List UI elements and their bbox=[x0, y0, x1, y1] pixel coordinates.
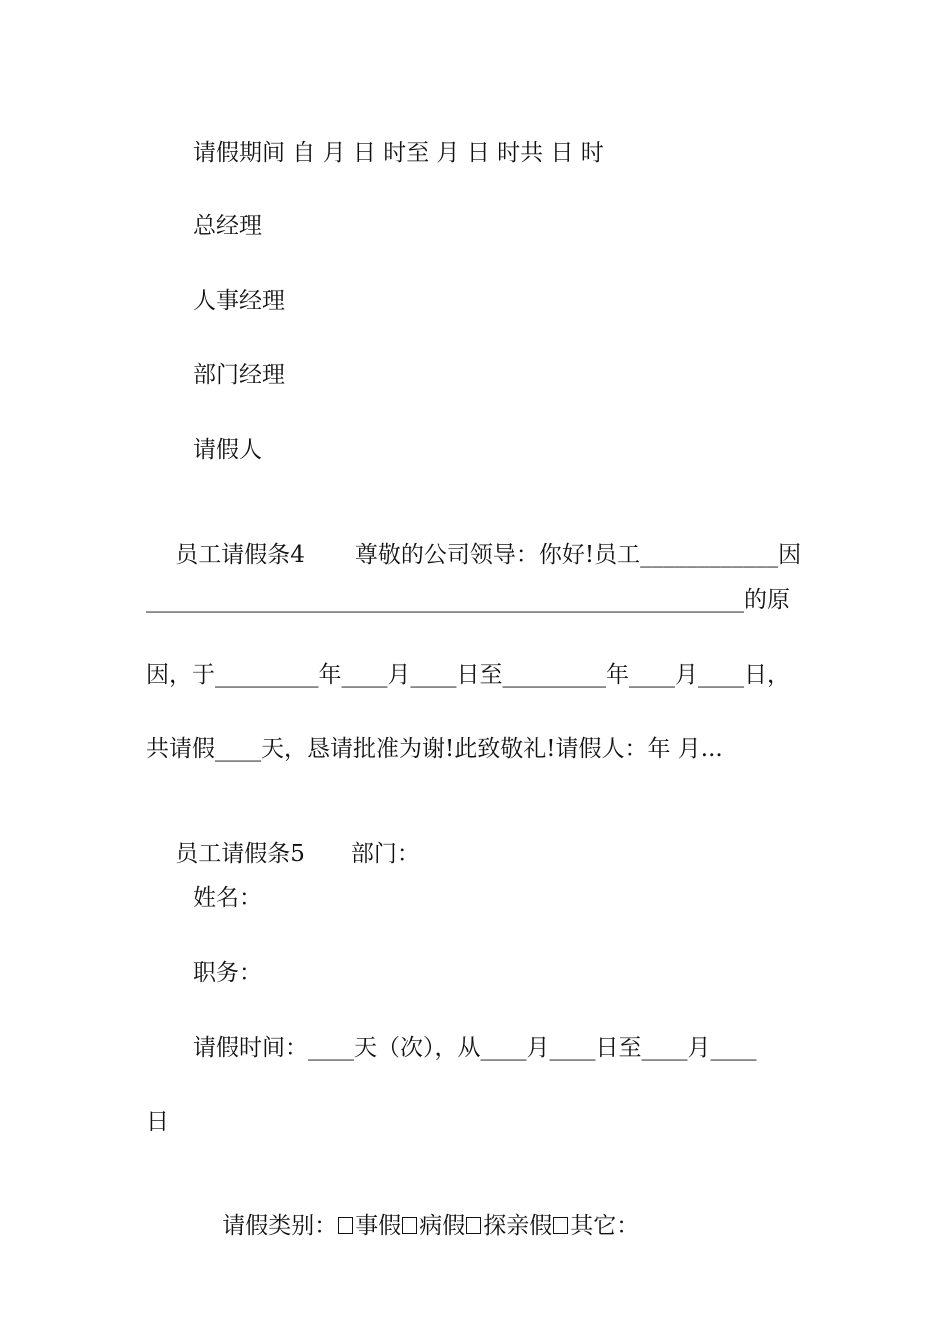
leave-note-5-line bbox=[146, 809, 420, 899]
position-label: 职务： bbox=[193, 960, 262, 986]
sick-leave-label: 病假 bbox=[419, 1213, 466, 1239]
leave-type-line bbox=[193, 1181, 639, 1271]
name-label: 姓名： bbox=[193, 885, 262, 911]
leave-note-5-heading: 员工请假条5 bbox=[175, 841, 305, 867]
family-visit-leave-checkbox[interactable] bbox=[466, 1217, 481, 1234]
reason-blank-line: ____________________________________________________的原 bbox=[146, 587, 790, 613]
leave-note-4-heading: 员工请假条4 bbox=[175, 542, 305, 568]
leave-note-4-salutation: 尊敬的公司领导：你好!员工____________因 bbox=[354, 542, 802, 568]
leave-period-line: 请假期间 自 月 日 时至 月 日 时共 日 时 bbox=[193, 140, 604, 166]
sick-leave-checkbox[interactable] bbox=[402, 1217, 417, 1234]
personal-leave-label: 事假 bbox=[355, 1213, 402, 1239]
other-leave-label: 其它： bbox=[570, 1213, 640, 1239]
leave-time-line: 请假时间：____天（次），从____月____日至____月____ bbox=[193, 1035, 757, 1061]
department-label: 部门： bbox=[350, 841, 420, 867]
total-days-line: 共请假____天，恳请批准为谢!此致敬礼!请假人：年 月... bbox=[146, 736, 723, 762]
personal-leave-checkbox[interactable] bbox=[338, 1217, 353, 1234]
general-manager-label: 总经理 bbox=[193, 213, 262, 239]
hr-manager-label: 人事经理 bbox=[193, 288, 285, 314]
other-leave-checkbox[interactable] bbox=[553, 1217, 568, 1234]
leave-type-label: 请假类别： bbox=[222, 1213, 338, 1239]
family-visit-leave-label: 探亲假 bbox=[483, 1213, 553, 1239]
department-manager-label: 部门经理 bbox=[193, 362, 285, 388]
applicant-label: 请假人 bbox=[193, 437, 262, 463]
date-range-line: 因，于_________年____月____日至_________年____月____日， bbox=[146, 662, 790, 688]
leave-time-line-continued: 日 bbox=[146, 1109, 169, 1135]
